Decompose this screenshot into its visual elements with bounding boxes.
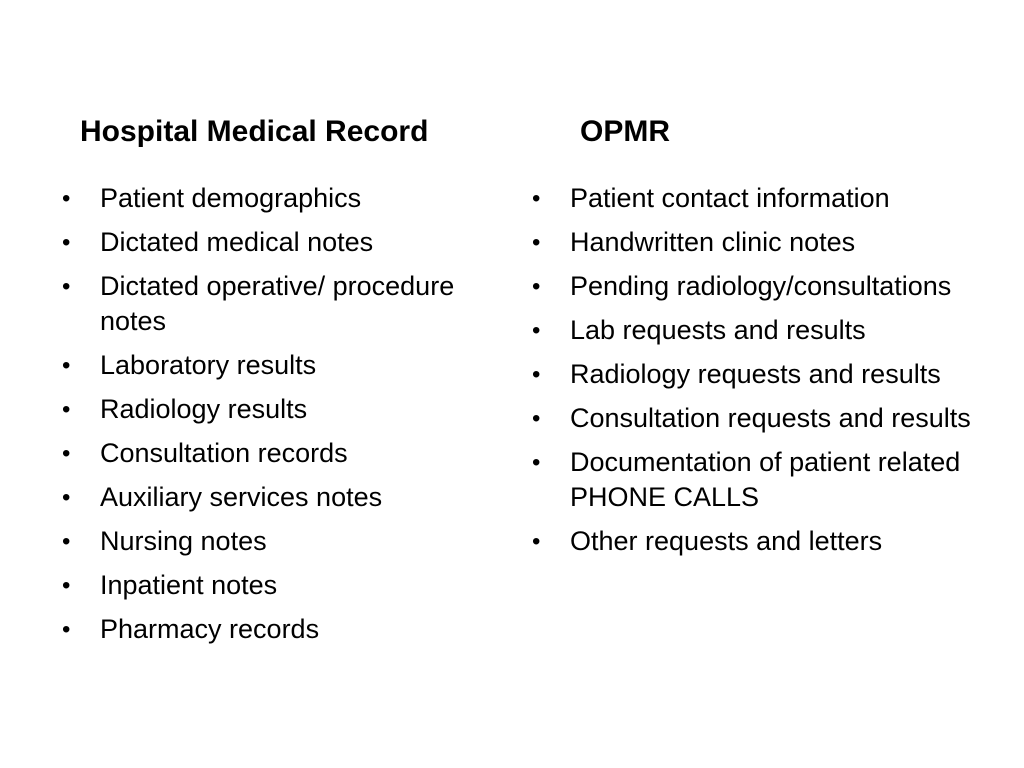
list-item-text: Handwritten clinic notes: [570, 227, 856, 257]
bullet-icon: •: [62, 528, 71, 555]
list-item: [60, 269, 500, 339]
list-item: [530, 181, 1000, 216]
list-item: [530, 357, 1000, 392]
list-item-text: Radiology results: [100, 394, 308, 424]
hospital-medical-record-heading: Hospital Medical Record: [80, 115, 429, 148]
bullet-icon: •: [532, 361, 541, 388]
bullet-icon: •: [62, 440, 71, 467]
list-item-text: Consultation records: [100, 438, 348, 468]
list-item: [60, 181, 500, 216]
list-item-text: Inpatient notes: [100, 570, 278, 600]
bullet-icon: •: [532, 449, 541, 476]
bullet-icon: •: [62, 484, 71, 511]
bullet-icon: •: [62, 396, 71, 423]
list-item: [530, 524, 1000, 559]
list-item-text: Pending radiology/consultations: [570, 271, 952, 301]
list-item-text: Dictated operative/ procedure notes: [100, 271, 455, 336]
list-item: [60, 480, 500, 515]
list-item-text: Other requests and letters: [570, 526, 883, 556]
list-item: [60, 436, 500, 471]
list-item: [60, 392, 500, 427]
bullet-icon: •: [62, 572, 71, 599]
list-item: [60, 225, 500, 260]
list-item-text: Lab requests and results: [570, 315, 866, 345]
bullet-icon: •: [532, 185, 541, 212]
opmr-list: [530, 181, 1000, 568]
list-item: [60, 612, 500, 647]
bullet-icon: •: [62, 616, 71, 643]
opmr-heading: OPMR: [580, 115, 670, 148]
list-item-text: Documentation of patient related PHONE CALLS: [570, 447, 961, 512]
list-item-text: Laboratory results: [100, 350, 317, 380]
bullet-icon: •: [532, 317, 541, 344]
list-item-text: Dictated medical notes: [100, 227, 374, 257]
list-item: [530, 313, 1000, 348]
bullet-icon: •: [532, 273, 541, 300]
list-item: [60, 568, 500, 603]
list-item: [60, 348, 500, 383]
list-item: [530, 225, 1000, 260]
list-item-text: Auxiliary services notes: [100, 482, 383, 512]
bullet-icon: •: [532, 405, 541, 432]
list-item: [530, 401, 1000, 436]
list-item-text: Nursing notes: [100, 526, 267, 556]
list-item-text: Radiology requests and results: [570, 359, 941, 389]
bullet-icon: •: [62, 229, 71, 256]
list-item-text: Consultation requests and results: [570, 403, 971, 433]
bullet-icon: •: [62, 273, 71, 300]
list-item-text: Patient demographics: [100, 183, 362, 213]
list-item-text: Pharmacy records: [100, 614, 320, 644]
bullet-icon: •: [62, 185, 71, 212]
list-item: [530, 269, 1000, 304]
list-item-text: Patient contact information: [570, 183, 890, 213]
hospital-medical-record-list: [60, 181, 500, 656]
list-item: [60, 524, 500, 559]
list-item: [530, 445, 1000, 515]
bullet-icon: •: [62, 352, 71, 379]
bullet-icon: •: [532, 528, 541, 555]
bullet-icon: •: [532, 229, 541, 256]
